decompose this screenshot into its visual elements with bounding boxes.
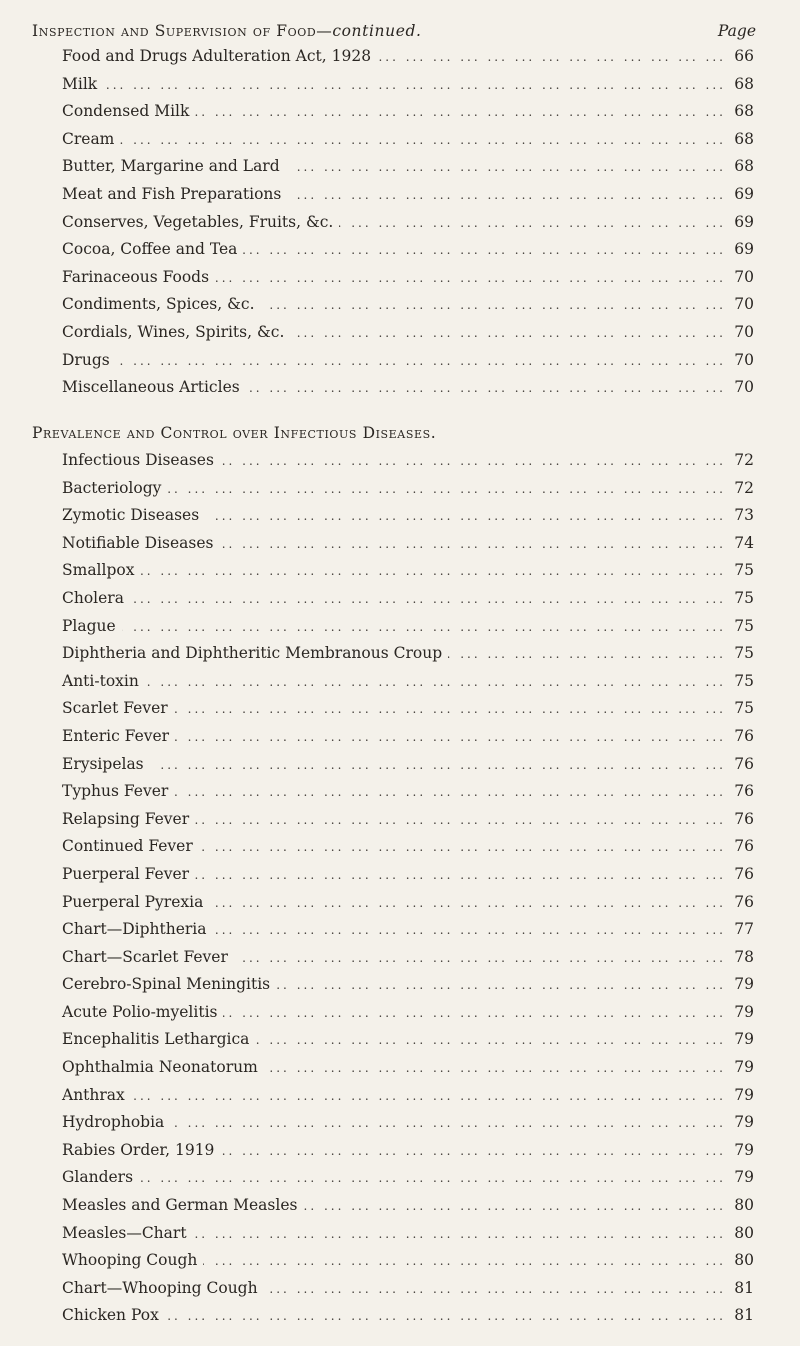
entry-label: Rabies Order, 1919 — [62, 1140, 215, 1159]
index-entry — [62, 920, 754, 948]
index-entry — [62, 948, 754, 976]
entry-page-number: 79 — [734, 1113, 754, 1132]
leader-dots — [120, 133, 726, 147]
index-entry — [62, 506, 754, 534]
entry-label: Measles and German Measles — [62, 1196, 298, 1215]
leader-dots — [150, 758, 726, 772]
leader-dots — [220, 1144, 726, 1158]
index-entry — [62, 534, 754, 562]
index-entry — [62, 1196, 754, 1224]
entry-page-number: 75 — [734, 644, 754, 663]
page-header — [32, 22, 756, 40]
entry-page-number: 68 — [734, 157, 754, 176]
entry-page-number: 68 — [734, 74, 754, 93]
index-entry — [62, 479, 754, 507]
entry-page-number: 76 — [734, 864, 754, 883]
entry-label: Food and Drugs Adulteration Act, 1928 — [62, 47, 372, 65]
leader-dots — [203, 1254, 726, 1268]
index-entry — [62, 975, 754, 1003]
index-entry — [62, 240, 754, 268]
leader-dots — [195, 813, 726, 827]
entry-page-number: 79 — [734, 1168, 754, 1187]
entry-page-number: 79 — [734, 1058, 754, 1077]
leader-dots — [122, 620, 726, 634]
entry-label: Typhus Fever — [62, 782, 169, 801]
leader-dots — [223, 1006, 726, 1020]
entry-label: Cocoa, Coffee and Tea — [62, 240, 238, 259]
entry-label: Anthrax — [62, 1085, 125, 1104]
entry-label: Diphtheria and Diphtheritic Membranous Croup — [62, 644, 443, 663]
entry-label: Milk — [62, 74, 98, 93]
entry-label: Cordials, Wines, Spirits, &c. — [62, 322, 285, 341]
index-entry — [62, 1251, 754, 1279]
leader-dots — [165, 1309, 726, 1323]
leader-dots — [103, 78, 726, 92]
leader-dots — [199, 840, 726, 854]
leader-dots — [174, 702, 726, 716]
entry-page-number: 70 — [734, 350, 754, 369]
leader-dots — [205, 509, 726, 523]
leader-dots — [243, 243, 726, 257]
entry-label: Glanders — [62, 1168, 134, 1187]
leader-dots — [116, 354, 726, 368]
leader-dots — [145, 675, 726, 689]
entry-label: Measles—Chart — [62, 1223, 187, 1242]
leader-dots — [264, 1061, 726, 1075]
leader-dots — [139, 1171, 726, 1185]
entry-page-number: 73 — [734, 506, 754, 525]
entry-page-number: 80 — [734, 1223, 754, 1242]
leader-dots — [286, 160, 726, 174]
index-entry — [62, 1086, 754, 1114]
entry-label: Puerperal Fever — [62, 864, 190, 883]
index-entry — [62, 157, 754, 185]
entry-label: Condiments, Spices, &c. — [62, 295, 255, 314]
entry-page-number: 78 — [734, 947, 754, 966]
index-entry — [62, 699, 754, 727]
entry-page-number: 66 — [734, 47, 754, 65]
index-entry — [62, 1030, 754, 1058]
entry-label: Condensed Milk — [62, 102, 190, 121]
index-entry — [62, 837, 754, 865]
section-title-food: Inspection and Supervision of Food—continued. — [32, 22, 422, 40]
entry-page-number: 76 — [734, 754, 754, 773]
index-entry — [62, 213, 754, 241]
index-entry — [62, 1168, 754, 1196]
entry-label: Conserves, Vegetables, Fruits, &c. — [62, 212, 334, 231]
entry-page-number: 81 — [734, 1278, 754, 1297]
entry-label: Continued Fever — [62, 837, 193, 856]
entry-label: Ophthalmia Neonatorum — [62, 1058, 258, 1077]
entry-page-number: 72 — [734, 451, 754, 469]
index-entry — [62, 1224, 754, 1252]
leader-dots — [290, 326, 726, 340]
leader-dots — [255, 1033, 726, 1047]
entry-page-number: 70 — [734, 322, 754, 341]
entry-page-number: 77 — [734, 920, 754, 939]
index-entry — [62, 589, 754, 617]
index-entry — [62, 130, 754, 158]
index-entry — [62, 810, 754, 838]
entry-label: Infectious Diseases — [62, 451, 214, 469]
index-entry — [62, 1113, 754, 1141]
entry-page-number: 79 — [734, 1140, 754, 1159]
entry-page-number: 70 — [734, 295, 754, 314]
index-entry — [62, 102, 754, 130]
index-entry — [62, 672, 754, 700]
entry-page-number: 80 — [734, 1251, 754, 1270]
entry-page-number: 76 — [734, 837, 754, 856]
index-entry — [62, 47, 754, 75]
entry-label: Plague — [62, 616, 116, 635]
entry-page-number: 69 — [734, 240, 754, 259]
leader-dots — [215, 271, 726, 285]
entry-label: Bacteriology — [62, 478, 162, 497]
index-entry — [62, 1003, 754, 1031]
entry-page-number: 79 — [734, 1002, 754, 1021]
index-entry — [62, 1306, 754, 1334]
entry-page-number: 75 — [734, 616, 754, 635]
index-entry — [62, 323, 754, 351]
leader-dots — [167, 482, 726, 496]
entry-page-number: 69 — [734, 184, 754, 203]
index-entry — [62, 617, 754, 645]
leader-dots — [377, 50, 726, 64]
entry-page-number: 69 — [734, 212, 754, 231]
entry-label: Cholera — [62, 588, 124, 607]
entry-page-number: 81 — [734, 1306, 754, 1325]
entry-page-number: 80 — [734, 1196, 754, 1215]
entry-label: Acute Polio-myelitis — [62, 1002, 218, 1021]
entry-label: Puerperal Pyrexia — [62, 892, 204, 911]
section-title-infectious: Prevalence and Control over Infectious Diseases. — [32, 424, 437, 442]
index-entry — [62, 351, 754, 379]
entry-label: Anti-toxin — [62, 671, 139, 690]
entry-label: Erysipelas — [62, 754, 144, 773]
leader-dots — [130, 592, 726, 606]
entry-page-number: 75 — [734, 699, 754, 718]
entry-page-number: 70 — [734, 378, 754, 397]
index-entry — [62, 378, 754, 406]
entry-page-number: 68 — [734, 129, 754, 148]
continued-label: continued. — [332, 22, 422, 40]
index-entry — [62, 295, 754, 323]
infectious-index-list — [62, 451, 754, 1334]
entry-label: Chart—Diphtheria — [62, 920, 207, 939]
entry-label: Enteric Fever — [62, 726, 170, 745]
page-column-label: Page — [717, 22, 756, 40]
entry-label: Miscellaneous Articles — [62, 378, 240, 397]
entry-label: Notifiable Diseases — [62, 533, 214, 552]
leader-dots — [339, 216, 726, 230]
leader-dots — [193, 1227, 726, 1241]
entry-page-number: 76 — [734, 782, 754, 801]
leader-dots — [448, 647, 726, 661]
entry-page-number: 70 — [734, 267, 754, 286]
index-entry — [62, 1058, 754, 1086]
entry-page-number: 76 — [734, 809, 754, 828]
entry-page-number: 72 — [734, 478, 754, 497]
index-entry — [62, 1141, 754, 1169]
leader-dots — [131, 1089, 726, 1103]
entry-label: Cerebro-Spinal Meningitis — [62, 975, 271, 994]
entry-page-number: 75 — [734, 671, 754, 690]
entry-label: Chart—Scarlet Fever — [62, 947, 228, 966]
entry-label: Encephalitis Lethargica — [62, 1030, 250, 1049]
leader-dots — [220, 454, 726, 468]
index-entry — [62, 782, 754, 810]
leader-dots — [209, 896, 726, 910]
leader-dots — [276, 978, 726, 992]
index-entry — [62, 268, 754, 296]
entry-label: Hydrophobia — [62, 1113, 165, 1132]
leader-dots — [170, 1116, 726, 1130]
leader-dots — [303, 1199, 726, 1213]
entry-label: Drugs — [62, 350, 110, 369]
entry-page-number: 68 — [734, 102, 754, 121]
entry-page-number: 75 — [734, 561, 754, 580]
index-entry — [62, 75, 754, 103]
entry-label: Whooping Cough — [62, 1251, 198, 1270]
entry-label: Smallpox — [62, 561, 135, 580]
index-entry — [62, 865, 754, 893]
leader-dots — [264, 1282, 726, 1296]
food-index-list — [62, 47, 754, 406]
entry-page-number: 76 — [734, 726, 754, 745]
leader-dots — [246, 381, 726, 395]
index-entry — [62, 561, 754, 589]
index-entry — [62, 644, 754, 672]
index-entry — [62, 185, 754, 213]
entry-label: Butter, Margarine and Lard — [62, 157, 280, 176]
leader-dots — [195, 105, 726, 119]
entry-page-number: 74 — [734, 533, 754, 552]
leader-dots — [140, 564, 726, 578]
index-entry — [62, 727, 754, 755]
index-entry — [62, 451, 754, 479]
entry-label: Farinaceous Foods — [62, 267, 210, 286]
leader-dots — [195, 868, 726, 882]
index-entry — [62, 1279, 754, 1307]
leader-dots — [234, 951, 726, 965]
entry-page-number: 79 — [734, 1085, 754, 1104]
entry-label: Meat and Fish Preparations — [62, 184, 282, 203]
entry-page-number: 76 — [734, 892, 754, 911]
leader-dots — [174, 785, 726, 799]
entry-page-number: 79 — [734, 1030, 754, 1049]
entry-page-number: 79 — [734, 975, 754, 994]
entry-label: Chart—Whooping Cough — [62, 1278, 258, 1297]
entry-label: Scarlet Fever — [62, 699, 168, 718]
entry-label: Chicken Pox — [62, 1306, 159, 1325]
entry-label: Relapsing Fever — [62, 809, 190, 828]
leader-dots — [175, 730, 726, 744]
entry-label: Zymotic Diseases — [62, 506, 200, 525]
leader-dots — [219, 537, 726, 551]
leader-dots — [213, 923, 726, 937]
entry-page-number: 75 — [734, 588, 754, 607]
entry-label: Cream — [62, 129, 115, 148]
index-entry — [62, 755, 754, 783]
leader-dots — [261, 298, 726, 312]
leader-dots — [287, 188, 726, 202]
index-entry — [62, 893, 754, 921]
